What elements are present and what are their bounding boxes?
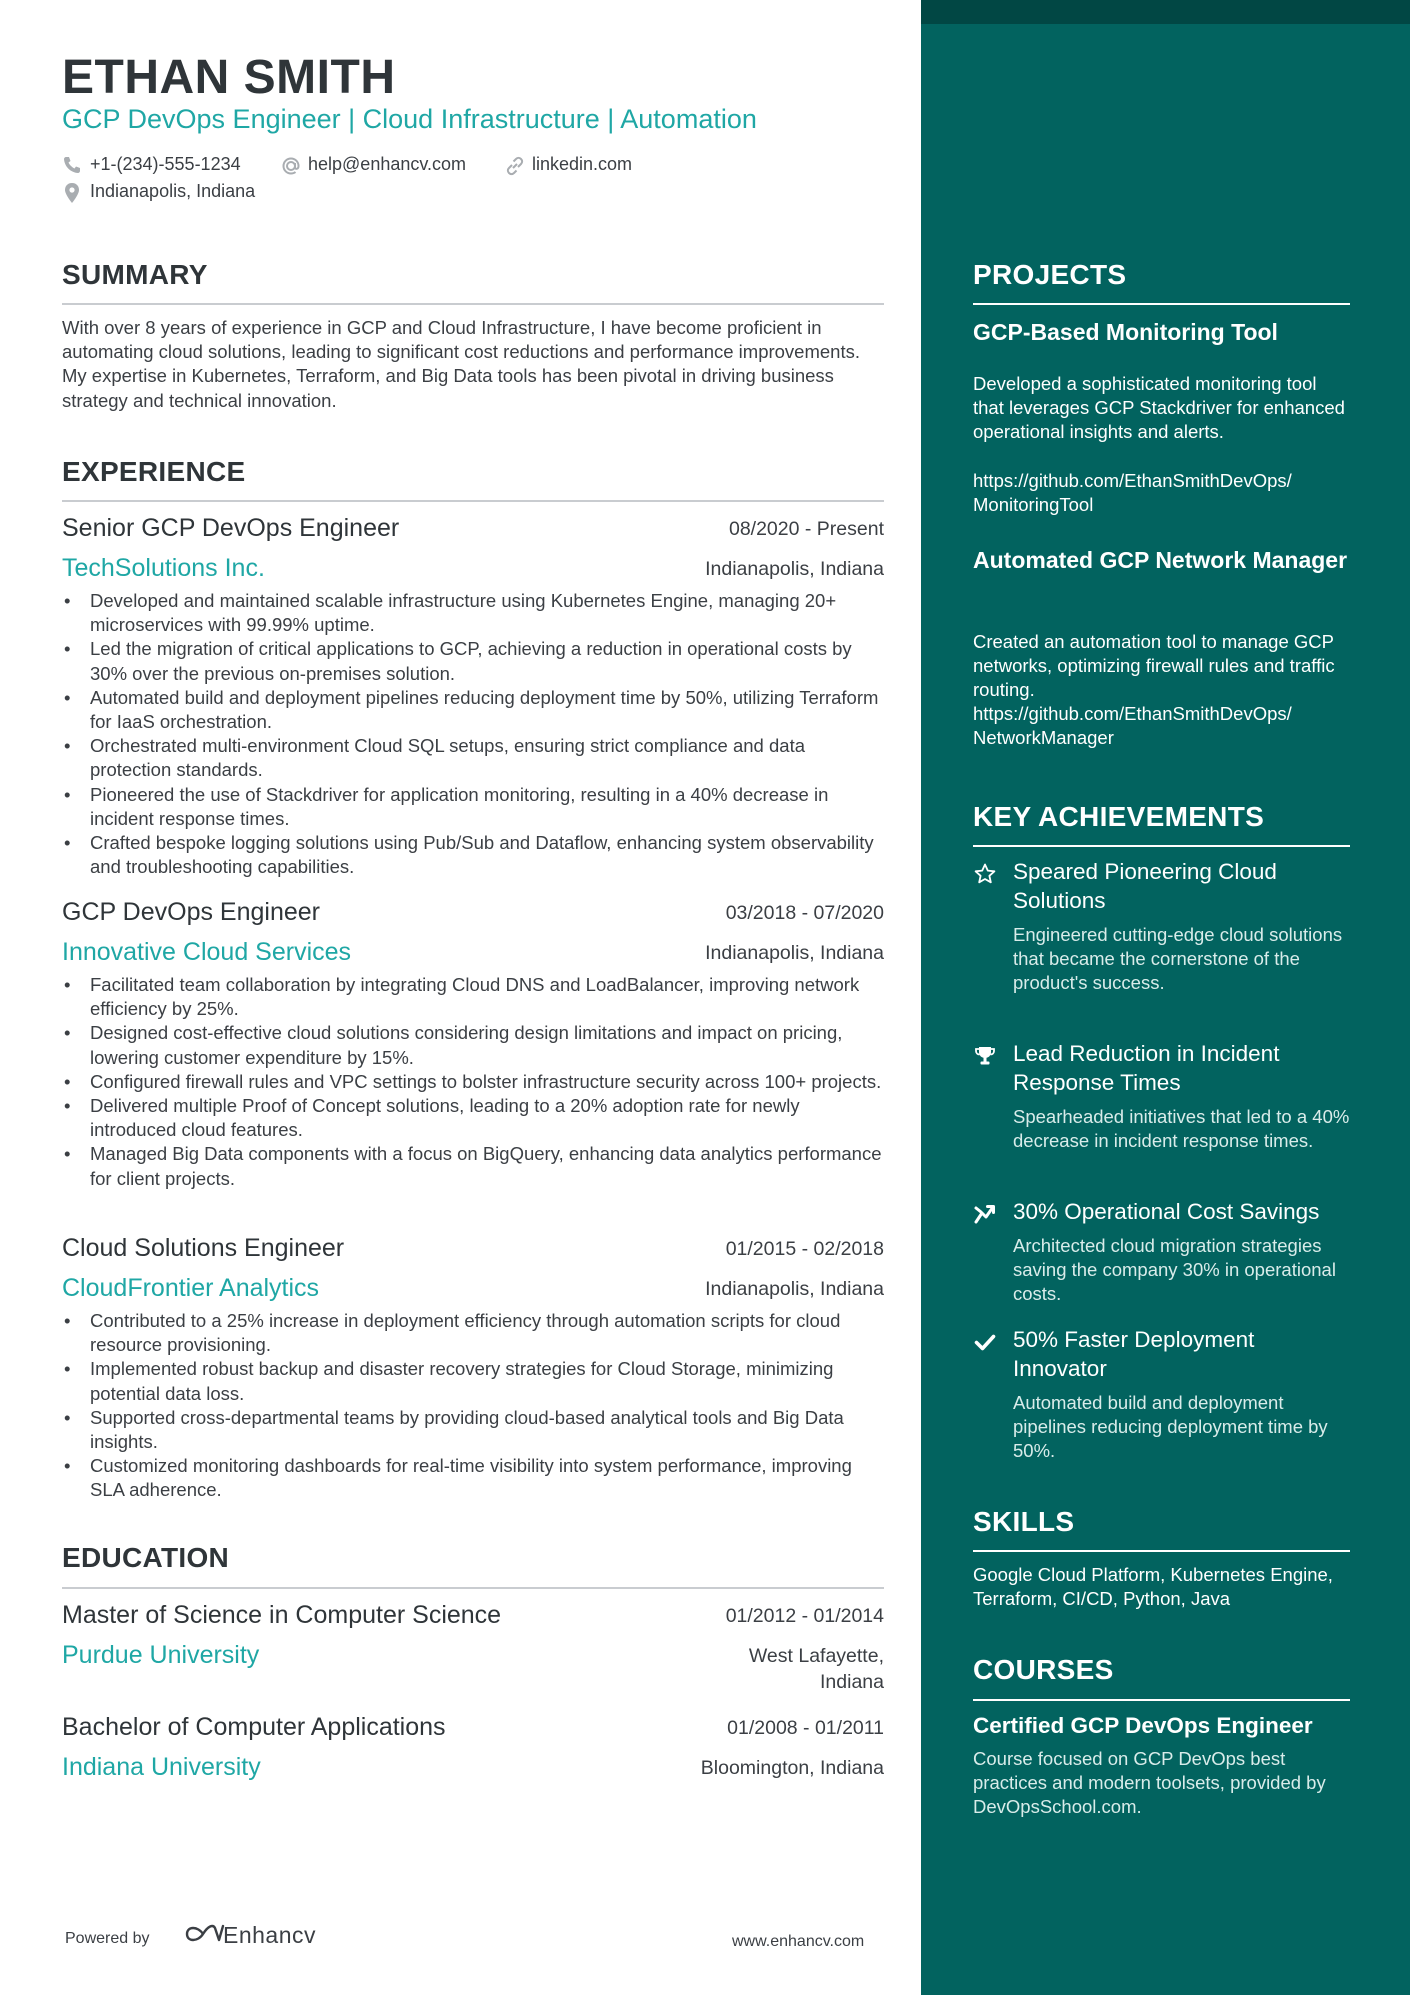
growth-arrow-icon xyxy=(973,1202,997,1226)
brand-name: Enhancv xyxy=(223,1922,317,1948)
project-link-cont[interactable]: NetworkManager xyxy=(973,727,1114,748)
achievement-description: Automated build and deployment pipelines reducing deployment time by 50%. xyxy=(1013,1392,1328,1462)
project-link-cont[interactable]: MonitoringTool xyxy=(973,494,1094,515)
bullet-item: • Designed cost-effective cloud solutions considering design limitations and impact on pricing, lowering customer expenditure by 15%. xyxy=(62,1021,884,1069)
experience-divider xyxy=(62,500,884,502)
job-dates: 01/2015 - 02/2018 xyxy=(725,1238,884,1260)
job-location: Indianapolis, Indiana xyxy=(705,942,884,964)
achievements-heading: KEY ACHIEVEMENTS xyxy=(973,801,1265,832)
linkedin-text: linkedin.com xyxy=(532,154,633,174)
bullet-item: • Delivered multiple Proof of Concept solutions, leading to a 20% adoption rate for newly introduced cloud features. xyxy=(62,1094,884,1142)
company-name: Innovative Cloud Services xyxy=(62,938,352,966)
job-title: Senior GCP DevOps Engineer xyxy=(62,514,400,542)
bullet-item: • Automated build and deployment pipelines reducing deployment time by 50%, utilizing Terraform for IaaS orchestration. xyxy=(62,686,884,734)
job-bullets xyxy=(62,589,884,879)
school-name: Purdue University xyxy=(62,1641,260,1669)
star-icon xyxy=(973,862,997,886)
job-dates: 03/2018 - 07/2020 xyxy=(725,902,884,924)
job-location: Indianapolis, Indiana xyxy=(705,558,884,580)
summary-heading: SUMMARY xyxy=(62,259,208,290)
project-title: Automated GCP Network Manager xyxy=(973,547,1348,573)
company-name: CloudFrontier Analytics xyxy=(62,1274,320,1302)
degree-title: Master of Science in Computer Science xyxy=(62,1601,502,1629)
phone-text: +1-(234)-555-1234 xyxy=(90,154,241,174)
summary-divider xyxy=(62,303,884,305)
job-bullets xyxy=(62,973,884,1191)
project-link[interactable]: https://github.com/EthanSmithDevOps/ xyxy=(973,703,1292,724)
achievement-description: Engineered cutting-edge cloud solutions that became the cornerstone of the product's success. xyxy=(1013,924,1343,994)
achievement-description: Spearheaded initiatives that led to a 40% decrease in incident response times. xyxy=(1013,1106,1350,1152)
job-title: GCP DevOps Engineer xyxy=(62,898,320,926)
bullet-item: • Supported cross-departmental teams by providing cloud-based analytical tools and Big Data insights. xyxy=(62,1406,884,1454)
location-text: Indianapolis, Indiana xyxy=(90,181,256,201)
education-divider xyxy=(62,1587,884,1589)
school-name: Indiana University xyxy=(62,1753,261,1781)
trophy-icon xyxy=(973,1044,997,1068)
bullet-item: • Contributed to a 25% increase in deployment efficiency through automation scripts for cloud resource provisioning. xyxy=(62,1309,884,1357)
bullet-item: • Implemented robust backup and disaster recovery strategies for Cloud Storage, minimizing potential data loss. xyxy=(62,1357,884,1405)
project-title: GCP-Based Monitoring Tool xyxy=(973,319,1278,345)
achievement-title: 30% Operational Cost Savings xyxy=(1013,1199,1320,1224)
location-pin-icon xyxy=(62,182,82,204)
project-link[interactable]: https://github.com/EthanSmithDevOps/ xyxy=(973,470,1292,491)
project-description: Developed a sophisticated monitoring tool that leverages GCP Stackdriver for enhanced operational insights and alerts. xyxy=(973,373,1345,443)
company-name: TechSolutions Inc. xyxy=(62,554,265,582)
education-location: Bloomington, Indiana xyxy=(700,1757,884,1779)
achievement-title: Speared Pioneering Cloud Solutions xyxy=(1013,859,1277,913)
education-heading: EDUCATION xyxy=(62,1542,230,1573)
bullet-item: • Customized monitoring dashboards for real-time visibility into system performance, improving SLA adherence. xyxy=(62,1454,884,1502)
course-description: Course focused on GCP DevOps best practices and modern toolsets, provided by DevOpsSchool.com. xyxy=(973,1748,1326,1818)
bullet-item: • Pioneered the use of Stackdriver for application monitoring, resulting in a 40% decrease in incident response times. xyxy=(62,783,884,831)
degree-title: Bachelor of Computer Applications xyxy=(62,1713,446,1741)
projects-heading: PROJECTS xyxy=(973,259,1127,290)
bullet-item: • Crafted bespoke logging solutions using Pub/Sub and Dataflow, enhancing system observability and troubleshooting capabilities. xyxy=(62,831,884,879)
email-text: help@enhancv.com xyxy=(308,154,467,174)
achievement-description: Architected cloud migration strategies saving the company 30% in operational costs. xyxy=(1013,1235,1336,1305)
bullet-item: • Orchestrated multi-environment Cloud SQL setups, ensuring strict compliance and data protection standards. xyxy=(62,734,884,782)
skills-heading: SKILLS xyxy=(973,1506,1075,1537)
job-title: Cloud Solutions Engineer xyxy=(62,1234,345,1262)
courses-divider xyxy=(973,1699,1350,1701)
education-dates: 01/2012 - 01/2014 xyxy=(725,1605,884,1627)
sidebar xyxy=(921,0,1410,1995)
skills-list: Google Cloud Platform, Kubernetes Engine, Terraform, CI/CD, Python, Java xyxy=(973,1564,1333,1610)
experience-heading: EXPERIENCE xyxy=(62,456,246,487)
bullet-item: • Led the migration of critical applications to GCP, achieving a reduction in operational costs by 30% over the previous on-premises solution. xyxy=(62,637,884,685)
education-location: West Lafayette, Indiana xyxy=(748,1645,884,1693)
bullet-item: • Managed Big Data components with a focus on BigQuery, enhancing data analytics performance for client projects. xyxy=(62,1142,884,1190)
achievement-title: 50% Faster Deployment Innovator xyxy=(1013,1327,1255,1381)
job-bullets xyxy=(62,1309,884,1503)
enhancv-logo-icon xyxy=(183,1920,227,1948)
link-icon xyxy=(504,155,526,177)
projects-divider xyxy=(973,303,1350,305)
powered-by-label: Powered by xyxy=(65,1930,150,1947)
phone-icon xyxy=(62,155,82,175)
job-location: Indianapolis, Indiana xyxy=(705,1278,884,1300)
checkmark-icon xyxy=(973,1330,997,1354)
skills-divider xyxy=(973,1550,1350,1552)
achievement-title: Lead Reduction in Incident Response Times xyxy=(1013,1041,1280,1095)
bullet-item: • Configured firewall rules and VPC settings to bolster infrastructure security across 100+ projects. xyxy=(62,1070,884,1094)
education-dates: 01/2008 - 01/2011 xyxy=(727,1717,884,1739)
footer-website[interactable]: www.enhancv.com xyxy=(732,1933,865,1950)
course-title: Certified GCP DevOps Engineer xyxy=(973,1713,1313,1738)
headline: GCP DevOps Engineer | Cloud Infrastructure | Automation xyxy=(62,104,757,134)
bullet-item: • Developed and maintained scalable infrastructure using Kubernetes Engine, managing 20+ microservices with 99.99% uptime. xyxy=(62,589,884,637)
achievements-divider xyxy=(973,845,1350,847)
at-sign-icon xyxy=(280,155,302,177)
sidebar-top-band xyxy=(921,0,1410,24)
courses-heading: COURSES xyxy=(973,1654,1114,1685)
bullet-item: • Facilitated team collaboration by integrating Cloud DNS and LoadBalancer, improving network efficiency by 25%. xyxy=(62,973,884,1021)
candidate-name: ETHAN SMITH xyxy=(62,51,396,104)
summary-text: With over 8 years of experience in GCP and Cloud Infrastructure, I have become proficient in automating cloud solutions, leading to significant cost reductions and performance improvements. My expertise in Kubernetes, Terraform, and Big Data tools has been pivotal in driving business strategy and technical innovation. xyxy=(62,317,860,411)
project-description: Created an automation tool to manage GCP networks, optimizing firewall rules and traffic routing. xyxy=(973,631,1335,701)
job-dates: 08/2020 - Present xyxy=(728,518,884,540)
